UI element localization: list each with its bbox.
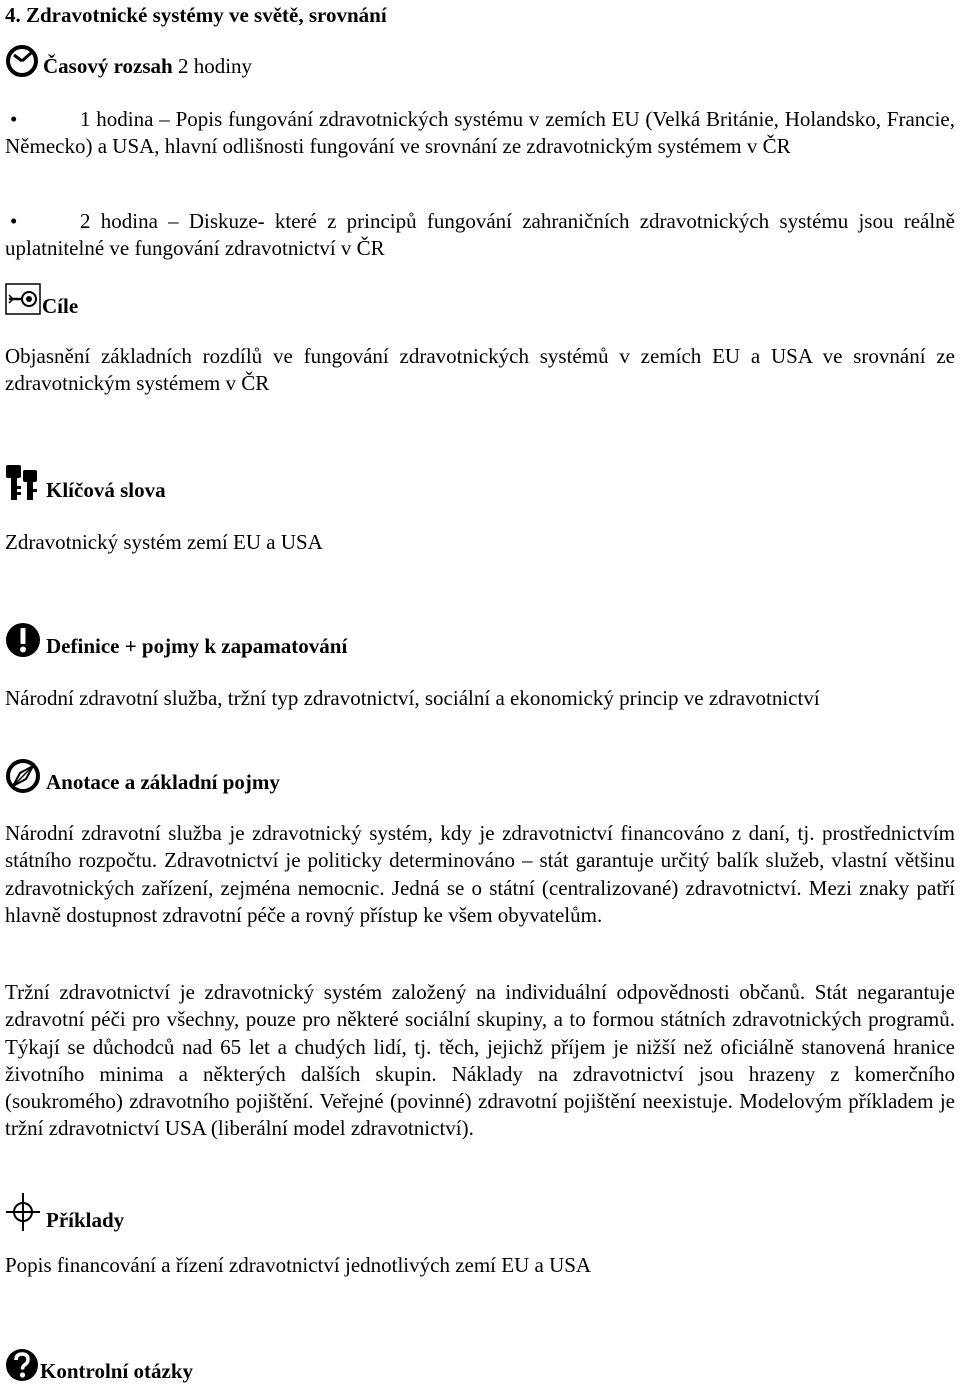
goals-heading (5, 282, 955, 318)
keys-icon (5, 464, 41, 502)
annotation-paragraph-1: Národní zdravotní služba je zdravotnický systém, kdy je zdravotnictví financováno z daní, tj. prostřednictvím státního rozpočtu. Zdravotnictví je politicky determinováno – stát garantuje určitý balík služeb, vlastní většinu zdravotnických zařízení, zejména nemocnic. Jedná se o státní (centralizované) zdravotnictví. Mezi znaky patří hlavně dostupnost zdravotní péče a rovný přístup ke všem obyvatelům. (5, 821, 955, 927)
annotation-paragraph-2: Tržní zdravotnictví je zdravotnický systém založený na individuální odpovědnosti občanů. Stát negarantuje zdravotní péči pro všechny, pouze pro některé sociální skupiny, a to formou státních zdravotnických programů. Týkají se důchodců nad 65 let a chudých lidí, tj. těch, jejichž příjem je nižší než oficiálně stanovená hranice životního minima a některých dalších skupin. Náklady na zdravotnictví jsou hrazeny z komerčního (soukromého) zdravotního pojištění. Veřejné (povinné) zdravotní pojištění neexistuje. Modelovým příkladem je tržní zdravotnictví USA (liberální model zdravotnictví). (5, 980, 955, 1141)
time-item-1: • 1 hodina – Popis fungování zdravotnických systému v zemích EU (Velká Británie, Holandsko, Francie, Německo) a USA, hlavní odlišnosti fungování ve srovnání ze zdravotnickým systémem v ČR (5, 107, 955, 159)
questions-heading (5, 1347, 955, 1383)
question-icon (5, 1347, 39, 1383)
keywords-title: Klíčová slova (46, 478, 166, 502)
keywords-text: Zdravotnický systém zemí EU a USA (5, 530, 323, 554)
time-range-label: Časový rozsah (43, 54, 173, 78)
definitions-text: Národní zdravotní služba, tržní typ zdravotnictví, sociální a ekonomický princip ve zdravotnictví (5, 686, 820, 710)
annotation-heading (5, 758, 955, 794)
keywords-heading (5, 464, 955, 502)
compass-icon (5, 758, 41, 794)
definitions-title: Definice + pojmy k zapamatování (46, 634, 348, 658)
time-range-heading (5, 44, 955, 78)
bullet: • (10, 209, 18, 233)
target-icon (5, 282, 41, 318)
page-title: 4. Zdravotnické systémy ve světě, srovnání (5, 3, 387, 27)
questions-title: Kontrolní otázky (40, 1359, 194, 1383)
examples-text: Popis financování a řízení zdravotnictví jednotlivých zemí EU a USA (5, 1253, 592, 1277)
bullet: • (10, 107, 18, 131)
goals-text: Objasnění základních rozdílů ve fungování zdravotnických systémů v zemích EU a USA ve srovnání ze zdravotnickým systémem v ČR (5, 344, 955, 396)
goals-title: Cíle (42, 294, 79, 318)
time-range-value: 2 hodiny (177, 54, 253, 78)
annotation-title: Anotace a základní pojmy (46, 770, 280, 794)
examples-title: Příklady (46, 1208, 125, 1232)
crosshair-icon (5, 1192, 41, 1232)
exclamation-icon (5, 622, 41, 658)
clock-icon (5, 44, 41, 78)
definitions-heading (5, 622, 955, 658)
time-item-2: • 2 hodina – Diskuze- které z principů fungování zahraničních zdravotnických systému jsou reálně uplatnitelné ve fungování zdravotnictví v ČR (5, 209, 955, 261)
examples-heading (5, 1192, 955, 1232)
